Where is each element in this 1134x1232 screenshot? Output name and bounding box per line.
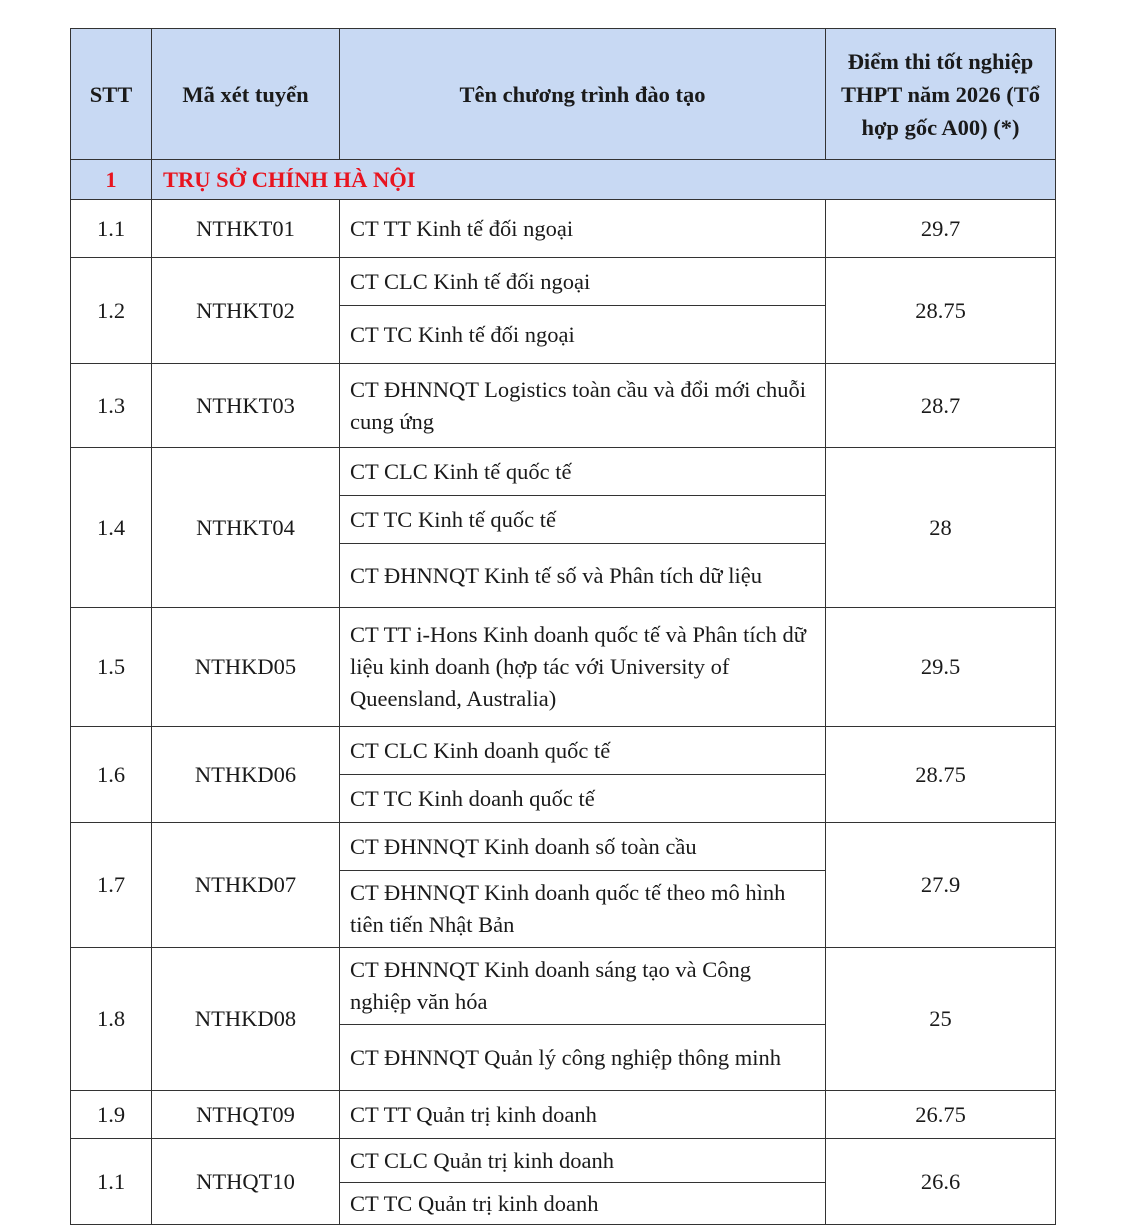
table-row bbox=[71, 823, 1056, 871]
row-code: NTHKD05 bbox=[152, 608, 340, 727]
program-name: CT ĐHNNQT Quản lý công nghiệp thông minh bbox=[340, 1025, 826, 1091]
table-header-row bbox=[71, 29, 1056, 160]
row-score: 28 bbox=[826, 448, 1056, 608]
row-stt: 1.8 bbox=[71, 948, 152, 1091]
table-row bbox=[71, 1091, 1056, 1139]
table-row bbox=[71, 1139, 1056, 1183]
row-code: NTHKT03 bbox=[152, 364, 340, 448]
row-code: NTHKD06 bbox=[152, 727, 340, 823]
row-stt: 1.5 bbox=[71, 608, 152, 727]
row-stt: 1.7 bbox=[71, 823, 152, 948]
section-row bbox=[71, 160, 1056, 200]
header-program: Tên chương trình đào tạo bbox=[340, 29, 826, 160]
admission-score-table bbox=[70, 28, 1056, 1225]
section-stt: 1 bbox=[71, 160, 152, 200]
row-code: NTHQT09 bbox=[152, 1091, 340, 1139]
row-score: 25 bbox=[826, 948, 1056, 1091]
program-name: CT TT i-Hons Kinh doanh quốc tế và Phân tích dữ liệu kinh doanh (hợp tác với University of Queensland, Australia) bbox=[340, 608, 826, 727]
program-name: CT ĐHNNQT Logistics toàn cầu và đổi mới chuỗi cung ứng bbox=[340, 364, 826, 448]
program-name: CT TC Quản trị kinh doanh bbox=[340, 1183, 826, 1225]
table-row bbox=[71, 948, 1056, 1025]
row-stt: 1.1 bbox=[71, 200, 152, 258]
row-score: 27.9 bbox=[826, 823, 1056, 948]
row-code: NTHKT04 bbox=[152, 448, 340, 608]
row-stt: 1.9 bbox=[71, 1091, 152, 1139]
row-code: NTHKD08 bbox=[152, 948, 340, 1091]
row-score: 29.5 bbox=[826, 608, 1056, 727]
program-name: CT ĐHNNQT Kinh tế số và Phân tích dữ liệu bbox=[340, 544, 826, 608]
row-stt: 1.1 bbox=[71, 1139, 152, 1225]
row-score: 28.7 bbox=[826, 364, 1056, 448]
program-name: CT TC Kinh doanh quốc tế bbox=[340, 775, 826, 823]
program-name: CT TC Kinh tế đối ngoại bbox=[340, 306, 826, 364]
row-score: 28.75 bbox=[826, 258, 1056, 364]
table-row bbox=[71, 200, 1056, 258]
program-name: CT CLC Kinh tế quốc tế bbox=[340, 448, 826, 496]
program-name: CT CLC Kinh doanh quốc tế bbox=[340, 727, 826, 775]
program-name: CT ĐHNNQT Kinh doanh quốc tế theo mô hình tiên tiến Nhật Bản bbox=[340, 871, 826, 948]
row-code: NTHKT02 bbox=[152, 258, 340, 364]
table-row bbox=[71, 608, 1056, 727]
program-name: CT TT Quản trị kinh doanh bbox=[340, 1091, 826, 1139]
row-score: 26.6 bbox=[826, 1139, 1056, 1225]
row-stt: 1.2 bbox=[71, 258, 152, 364]
row-code: NTHKT01 bbox=[152, 200, 340, 258]
row-score: 26.75 bbox=[826, 1091, 1056, 1139]
row-stt: 1.6 bbox=[71, 727, 152, 823]
program-name: CT ĐHNNQT Kinh doanh sáng tạo và Công nghiệp văn hóa bbox=[340, 948, 826, 1025]
program-name: CT ĐHNNQT Kinh doanh số toàn cầu bbox=[340, 823, 826, 871]
header-code: Mã xét tuyển bbox=[152, 29, 340, 160]
table-row bbox=[71, 364, 1056, 448]
header-stt: STT bbox=[71, 29, 152, 160]
row-code: NTHQT10 bbox=[152, 1139, 340, 1225]
row-stt: 1.3 bbox=[71, 364, 152, 448]
program-name: CT CLC Quản trị kinh doanh bbox=[340, 1139, 826, 1183]
table-row bbox=[71, 258, 1056, 306]
table-row bbox=[71, 448, 1056, 496]
section-title: TRỤ SỞ CHÍNH HÀ NỘI bbox=[152, 160, 1056, 200]
table-row bbox=[71, 727, 1056, 775]
program-name: CT CLC Kinh tế đối ngoại bbox=[340, 258, 826, 306]
header-score: Điểm thi tốt nghiệp THPT năm 2026 (Tổ hợp gốc A00) (*) bbox=[826, 29, 1056, 160]
row-stt: 1.4 bbox=[71, 448, 152, 608]
program-name: CT TT Kinh tế đối ngoại bbox=[340, 200, 826, 258]
row-score: 28.75 bbox=[826, 727, 1056, 823]
row-score: 29.7 bbox=[826, 200, 1056, 258]
row-code: NTHKD07 bbox=[152, 823, 340, 948]
program-name: CT TC Kinh tế quốc tế bbox=[340, 496, 826, 544]
